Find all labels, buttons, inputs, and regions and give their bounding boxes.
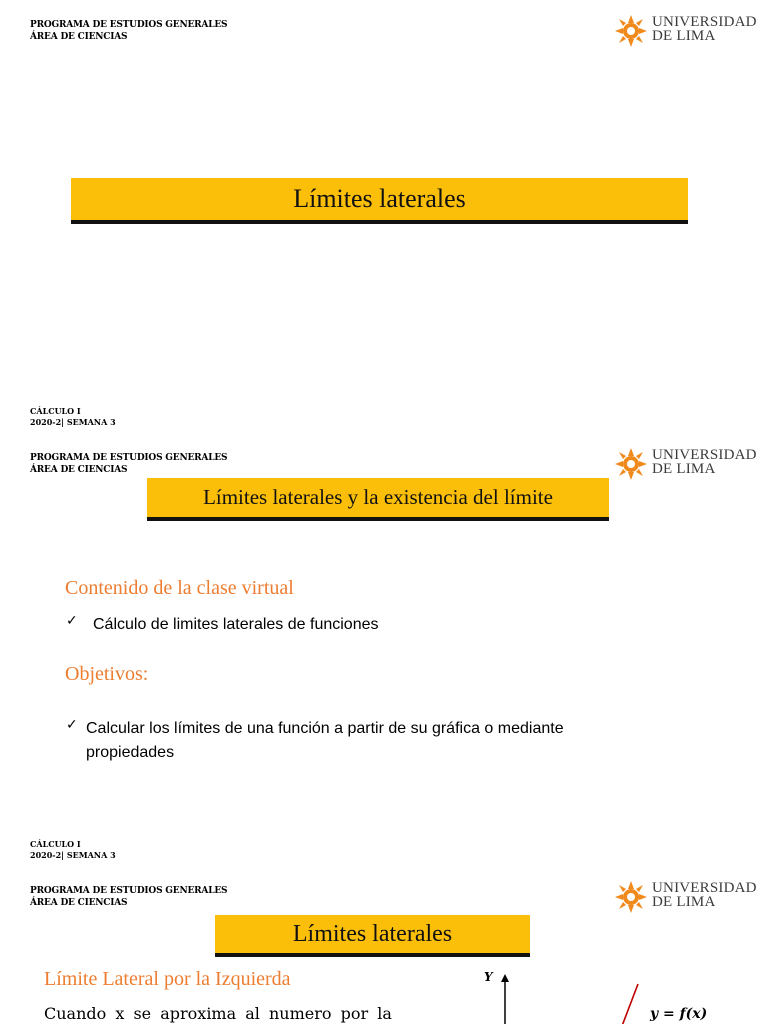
checkmark-icon: ✓: [66, 717, 78, 733]
y-axis-arrow-icon: [501, 974, 509, 982]
logo-line-1: UNIVERSIDAD: [652, 447, 757, 463]
university-logo: [614, 14, 757, 48]
graph-area: [470, 966, 760, 1024]
slide-3: [0, 866, 768, 1024]
objetivos-item-line-1: Calcular los límites de una función a partir de su gráfica o mediante: [86, 720, 564, 737]
function-curve: [622, 984, 638, 1024]
logo-text: [652, 448, 757, 476]
objetivos-item-line-2: propiedades: [86, 744, 175, 761]
program-name: PROGRAMA DE ESTUDIOS GENERALES: [30, 20, 228, 30]
objetivos-heading: Objetivos:: [65, 663, 149, 685]
area-name: ÁREA DE CIENCIAS: [30, 465, 128, 475]
area-name: ÁREA DE CIENCIAS: [30, 898, 128, 908]
objetivos-item: [86, 717, 564, 765]
slide-title: Límites laterales y la existencia del límite: [147, 478, 609, 521]
star-logo-icon: [614, 14, 648, 48]
program-name: PROGRAMA DE ESTUDIOS GENERALES: [30, 886, 228, 896]
star-logo-icon: [614, 880, 648, 914]
program-header: [30, 452, 227, 476]
slide-2: [0, 433, 768, 865]
program-header: [30, 885, 227, 909]
checkmark-icon: ✓: [66, 613, 78, 629]
logo-text: [652, 881, 757, 909]
y-axis-label: Y: [484, 970, 493, 984]
slide-title: Límites laterales: [71, 178, 688, 224]
area-name: ÁREA DE CIENCIAS: [30, 32, 128, 42]
logo-text: [652, 15, 757, 43]
slide-1: [0, 0, 768, 432]
logo-line-2: DE LIMA: [652, 894, 716, 910]
logo-line-2: DE LIMA: [652, 28, 716, 44]
university-logo: [614, 447, 757, 481]
logo-line-1: UNIVERSIDAD: [652, 14, 757, 30]
course-name: CÁLCULO I: [30, 839, 81, 849]
star-logo-icon: [614, 447, 648, 481]
course-week: 2020-2| SEMANA 3: [30, 850, 116, 860]
contenido-item: Cálculo de limites laterales de funciones: [93, 616, 379, 633]
function-label: y = f(x): [650, 1006, 708, 1022]
slide-title: Límites laterales: [215, 915, 530, 957]
logo-line-1: UNIVERSIDAD: [652, 880, 757, 896]
course-name: CÁLCULO I: [30, 406, 81, 416]
logo-line-2: DE LIMA: [652, 461, 716, 477]
slide-footer: [30, 406, 116, 428]
slide-footer: [30, 839, 116, 861]
university-logo: [614, 880, 757, 914]
body-text: Cuando x se aproxima al numero por la: [44, 1004, 392, 1023]
subtitle: Límite Lateral por la Izquierda: [44, 968, 291, 990]
course-week: 2020-2| SEMANA 3: [30, 417, 116, 427]
program-header: [30, 19, 227, 43]
program-name: PROGRAMA DE ESTUDIOS GENERALES: [30, 453, 228, 463]
contenido-heading: Contenido de la clase virtual: [65, 577, 294, 599]
